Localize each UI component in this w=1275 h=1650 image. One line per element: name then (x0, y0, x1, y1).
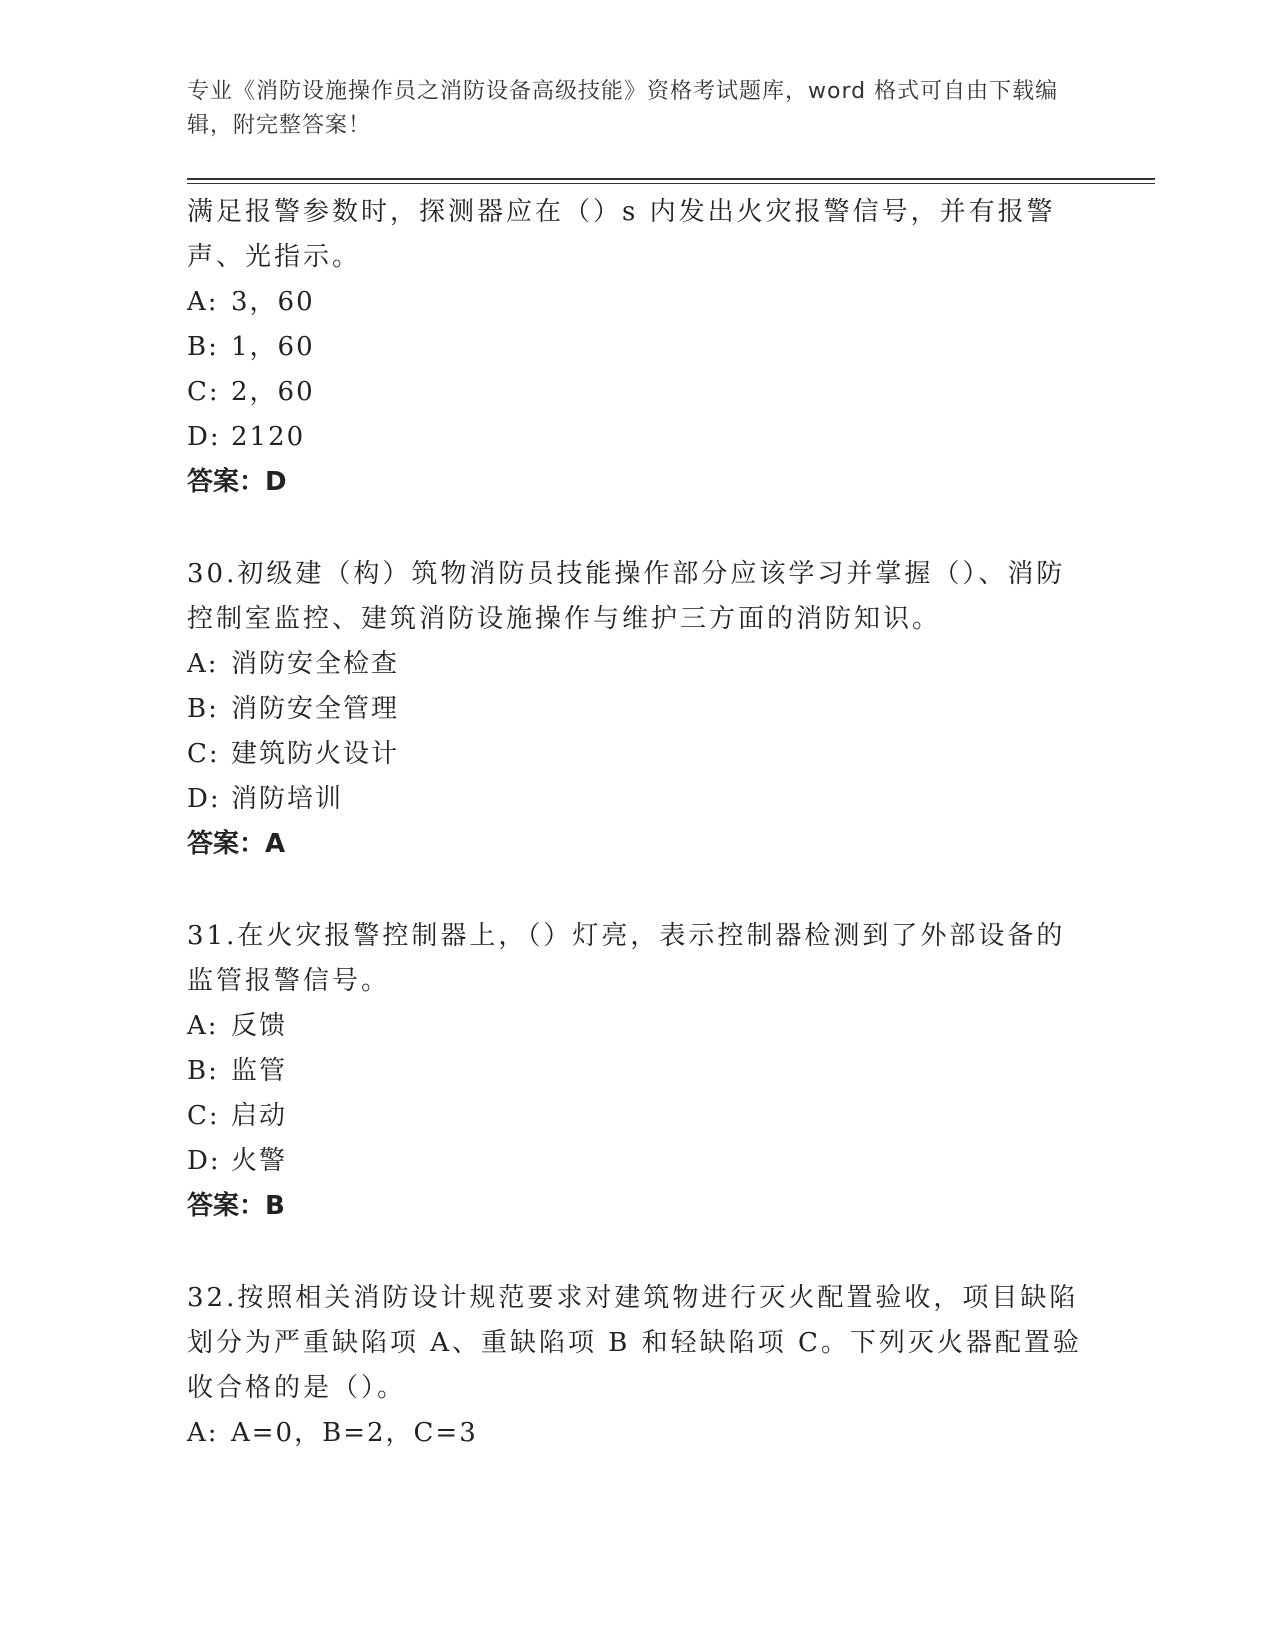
option-text: 启动 (231, 1101, 288, 1131)
option-text: 2120 (231, 422, 306, 452)
option-label: D: (187, 1146, 221, 1176)
option-text: 3，60 (231, 287, 315, 317)
option-text: A=0，B=2，C=3 (231, 1418, 478, 1448)
option-label: D: (187, 784, 221, 814)
option-a (187, 280, 1087, 325)
option-text: 建筑防火设计 (231, 739, 400, 769)
option-d (187, 1139, 1087, 1184)
question-list (187, 190, 1087, 1503)
option-label: B: (187, 694, 219, 724)
option-label: A: (187, 287, 219, 317)
option-text: 反馈 (231, 1011, 288, 1041)
answer-line: 答案：D (187, 467, 287, 497)
question-stem: 满足报警参数时，探测器应在（）s 内发出火灾报警信号，并有报警声、光指示。 (187, 197, 1056, 272)
option-label: D: (187, 422, 221, 452)
option-c (187, 370, 1087, 415)
option-label: C: (187, 739, 220, 769)
option-text: 1，60 (231, 332, 315, 362)
document-header: 专业《消防设施操作员之消防设备高级技能》资格考试题库，word 格式可自由下载编辑，附完整答案！ (187, 79, 1059, 138)
option-d (187, 415, 1087, 460)
question-item (187, 552, 1087, 867)
option-a (187, 642, 1087, 687)
option-label: B: (187, 1056, 219, 1086)
option-label: B: (187, 332, 219, 362)
question-stem: 30.初级建（构）筑物消防员技能操作部分应该学习并掌握（）、消防控制室监控、建筑消防设施操作与维护三方面的消防知识。 (187, 559, 1066, 634)
option-label: A: (187, 649, 219, 679)
option-d (187, 777, 1087, 822)
question-item (187, 1276, 1087, 1456)
option-c (187, 1094, 1087, 1139)
option-b (187, 687, 1087, 732)
header-rule-thin (187, 183, 1155, 184)
option-text: 2，60 (231, 377, 315, 407)
option-a (187, 1411, 1087, 1456)
option-b (187, 1049, 1087, 1094)
option-label: A: (187, 1011, 219, 1041)
answer-line: 答案：B (187, 1191, 285, 1221)
option-label: A: (187, 1418, 219, 1448)
question-item (187, 914, 1087, 1229)
option-c (187, 732, 1087, 777)
option-text: 消防安全管理 (231, 694, 400, 724)
option-b (187, 325, 1087, 370)
question-stem: 32.按照相关消防设计规范要求对建筑物进行灭火配置验收，项目缺陷划分为严重缺陷项 A、重缺陷项 B 和轻缺陷项 C。下列灭火器配置验收合格的是（）。 (187, 1283, 1082, 1403)
option-label: C: (187, 1101, 220, 1131)
answer-line: 答案：A (187, 829, 286, 859)
option-text: 监管 (231, 1056, 288, 1086)
option-text: 消防培训 (231, 784, 344, 814)
header-rule-thick (187, 178, 1155, 180)
question-item (187, 190, 1087, 505)
option-a (187, 1004, 1087, 1049)
question-stem: 31.在火灾报警控制器上，（）灯亮，表示控制器检测到了外部设备的监管报警信号。 (187, 921, 1066, 996)
option-text: 火警 (231, 1146, 288, 1176)
option-text: 消防安全检查 (231, 649, 400, 679)
option-label: C: (187, 377, 220, 407)
